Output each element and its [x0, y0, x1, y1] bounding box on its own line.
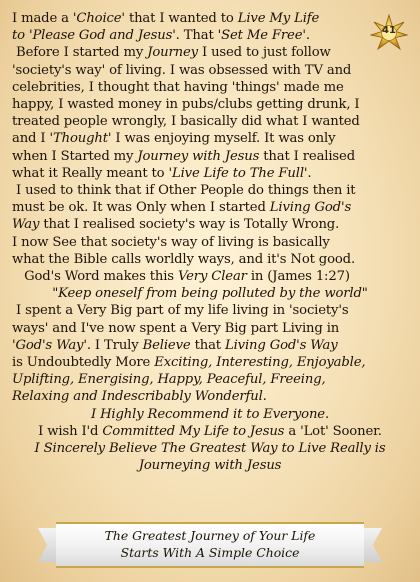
- body-text: . That ': [175, 28, 222, 44]
- body-text: I used to just follow: [197, 45, 331, 61]
- text-line: [12, 62, 408, 79]
- text-line: [12, 371, 408, 388]
- text-line: [12, 165, 408, 182]
- text-line: [12, 27, 408, 44]
- emphasis-text: Relaxing and Indescribably Wonderful: [12, 389, 263, 405]
- body-text: 'society's way' of living. I was obsessed with TV and: [12, 62, 352, 78]
- text-line: [12, 388, 408, 405]
- body-text: Before I started my: [12, 45, 148, 61]
- body-text: .: [262, 389, 267, 405]
- text-line: [12, 251, 408, 268]
- scripture-quote: [12, 285, 408, 302]
- body-text: that I realised: [259, 148, 355, 164]
- text-line: [12, 320, 408, 337]
- body-text: in (James 1:27): [246, 269, 350, 285]
- body-text: when I Started my: [12, 148, 138, 164]
- ribbon-line-1: The Greatest Journey of Your Life: [104, 528, 316, 543]
- text-line: [12, 113, 408, 130]
- text-line: [12, 337, 408, 354]
- text-line: [12, 10, 408, 27]
- body-text: I was enjoying myself. It was only: [111, 131, 336, 147]
- text-line: [12, 44, 408, 61]
- text-line: [12, 268, 408, 285]
- emphasis-text: Live My Life: [237, 11, 320, 26]
- body-text: I used to think that if Other People do things then it: [12, 183, 356, 199]
- emphasis-text: Thought': [52, 131, 112, 147]
- body-text: I wish I'd: [38, 423, 103, 439]
- emphasis-text: Committed My Life to Jesus: [102, 423, 285, 439]
- emphasis-text: Very Clear: [177, 269, 247, 285]
- emphasis-text: to 'Please God and Jesus': [12, 28, 176, 44]
- emphasis-text: Choice: [76, 11, 122, 26]
- ribbon-line-2: Starts With A Simple Choice: [120, 545, 300, 560]
- gold-star-badge: [370, 14, 408, 52]
- body-text: that I realised society's way is Totally Wrong.: [39, 217, 340, 233]
- body-text: happy, I wasted money in pubs/clubs getting drunk, I: [12, 97, 360, 113]
- emphasis-text: Living God's Way: [224, 337, 338, 353]
- emphasis-text: Set Me Free': [221, 28, 306, 44]
- emphasis-text: Living God's: [269, 200, 352, 216]
- text-line: [12, 182, 408, 199]
- text-line: [12, 302, 408, 319]
- text-line: [12, 457, 408, 474]
- emphasis-text: Journeying with Jesus: [138, 458, 282, 474]
- body-text: .: [324, 406, 330, 422]
- body-text: treated people wrongly, I basically did what I wanted: [12, 114, 360, 130]
- ribbon-caption: [56, 527, 364, 561]
- text-line: [12, 130, 408, 147]
- body-text: I spent a Very Big part of my life living in 'society's: [12, 303, 349, 319]
- text-line: [12, 199, 408, 216]
- body-text: .: [307, 165, 312, 181]
- body-text: .: [305, 28, 310, 44]
- emphasis-text: Way: [12, 217, 40, 233]
- emphasis-text: Live Life to The Full': [171, 165, 308, 181]
- body-text: must be ok. It was Only when I started: [12, 200, 270, 216]
- body-text: celebrities, I thought that having 'things' made me: [12, 79, 344, 95]
- text-line: [12, 79, 408, 96]
- emphasis-text: Journey: [147, 45, 198, 61]
- text-line: [12, 354, 408, 371]
- body-text: a 'Lot' Sooner.: [284, 423, 382, 439]
- body-text: what it Really meant to ': [12, 165, 172, 181]
- emphasis-text: I Highly Recommend it to Everyone: [90, 406, 325, 422]
- body-text: that: [190, 337, 225, 353]
- body-text: ' that I wanted to: [121, 11, 238, 26]
- body-text: God's Word makes this: [12, 269, 178, 285]
- body-text: ways' and I've now spent a Very Big part Living in: [12, 320, 340, 336]
- text-line: [12, 234, 408, 251]
- text-line: [12, 440, 408, 457]
- emphasis-text: "Keep oneself from being polluted by the world": [52, 286, 368, 302]
- recommendation-line: [12, 406, 408, 423]
- testimony-text: [12, 10, 408, 474]
- emphasis-text: 'God's Way': [12, 337, 87, 353]
- emphasis-text: Journey with Jesus: [137, 148, 260, 164]
- badge-number: 41: [382, 25, 396, 36]
- ribbon-banner: [56, 522, 364, 568]
- body-text: I made a ': [12, 11, 77, 26]
- emphasis-text: Believe: [142, 337, 191, 353]
- emphasis-text: I Sincerely Believe The Greatest Way to Live Really is: [34, 441, 386, 457]
- body-text: what the Bible calls worldly ways, and it's Not good.: [12, 251, 356, 267]
- body-text: and I ': [12, 131, 53, 147]
- emphasis-text: Exciting, Interesting, Enjoyable,: [154, 355, 366, 371]
- body-text: . I Truly: [86, 337, 143, 353]
- text-line: [12, 423, 408, 440]
- body-text: is Undoubtedly More: [12, 355, 155, 371]
- text-line: [12, 148, 408, 165]
- body-text: I now See that society's way of living is basically: [12, 234, 330, 250]
- emphasis-text: Uplifting, Energising, Happy, Peaceful, Freeing,: [12, 372, 326, 388]
- text-line: [12, 216, 408, 233]
- text-line: [12, 96, 408, 113]
